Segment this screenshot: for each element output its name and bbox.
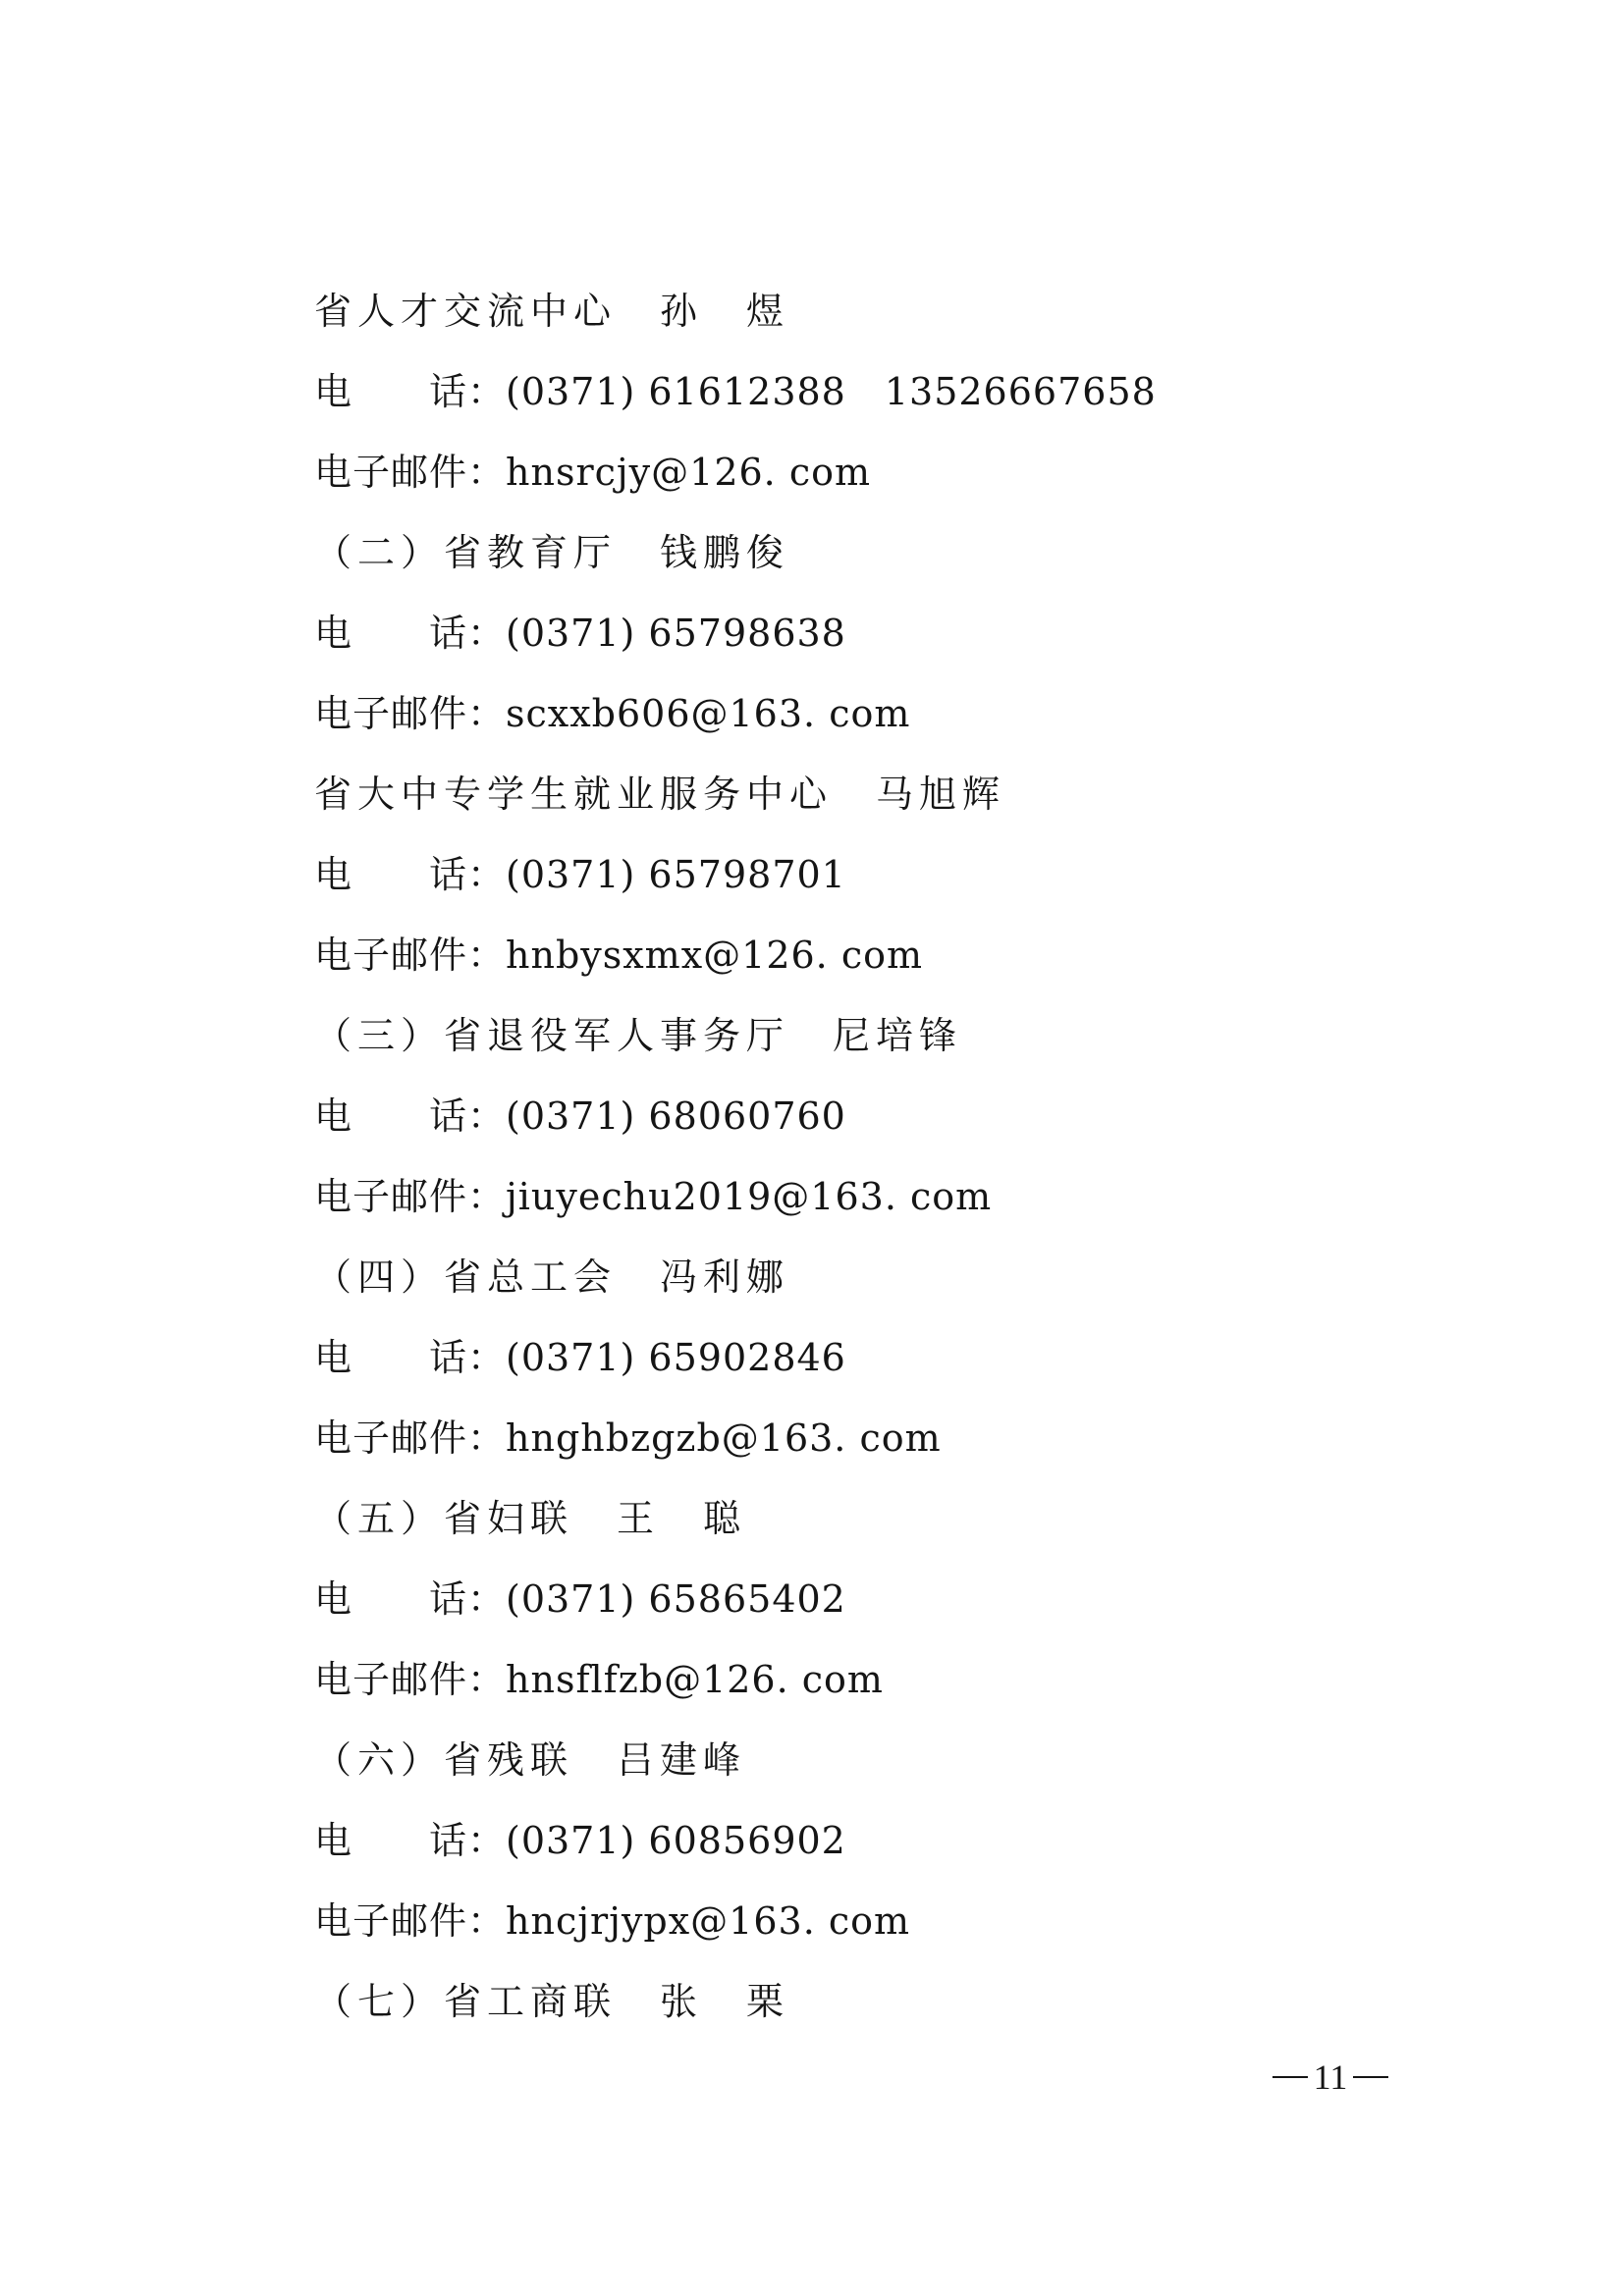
page-number-dash-left <box>1272 2076 1308 2078</box>
contact-line-21: 电子邮件：hncjrjypx@163. com <box>314 1899 911 1943</box>
contact-line-3: 电子邮件：hnsrcjy@126. com <box>314 451 872 494</box>
contact-line-14: 电 话：(0371) 65902846 <box>314 1336 846 1379</box>
contact-line-19: （六）省残联 吕建峰 <box>314 1738 747 1782</box>
contact-line-7: 省大中专学生就业服务中心 马旭辉 <box>314 773 1006 816</box>
contact-line-9: 电子邮件：hnbysxmx@126. com <box>314 934 924 977</box>
contact-line-5: 电 话：(0371) 65798638 <box>314 612 846 655</box>
contact-line-11: 电 话：(0371) 68060760 <box>314 1095 846 1138</box>
contact-line-15: 电子邮件：hnghbzgzb@163. com <box>314 1416 942 1460</box>
page-number-footer <box>1257 2050 1404 2105</box>
contact-line-13: （四）省总工会 冯利娜 <box>314 1255 790 1299</box>
contact-line-18: 电子邮件：hnsflfzb@126. com <box>314 1658 884 1701</box>
contact-line-1: 省人才交流中心 孙 煜 <box>314 290 790 333</box>
contact-line-4: （二）省教育厅 钱鹏俊 <box>314 531 790 574</box>
contact-line-8: 电 话：(0371) 65798701 <box>314 853 846 896</box>
contact-line-16: （五）省妇联 王 聪 <box>314 1497 747 1540</box>
page-number-dash-right <box>1353 2076 1388 2078</box>
contact-line-12: 电子邮件：jiuyechu2019@163. com <box>314 1175 993 1218</box>
contact-line-2: 电 话：(0371) 61612388 13526667658 <box>314 370 1157 413</box>
contact-line-6: 电子邮件：scxxb606@163. com <box>314 692 911 735</box>
contact-line-10: （三）省退役军人事务厅 尼培锋 <box>314 1014 963 1057</box>
contact-line-22: （七）省工商联 张 栗 <box>314 1980 790 2023</box>
contact-line-20: 电 话：(0371) 60856902 <box>314 1819 846 1862</box>
page-number: 11 <box>1313 2057 1348 2097</box>
contact-list <box>314 281 1414 2052</box>
contact-line-17: 电 话：(0371) 65865402 <box>314 1577 846 1621</box>
